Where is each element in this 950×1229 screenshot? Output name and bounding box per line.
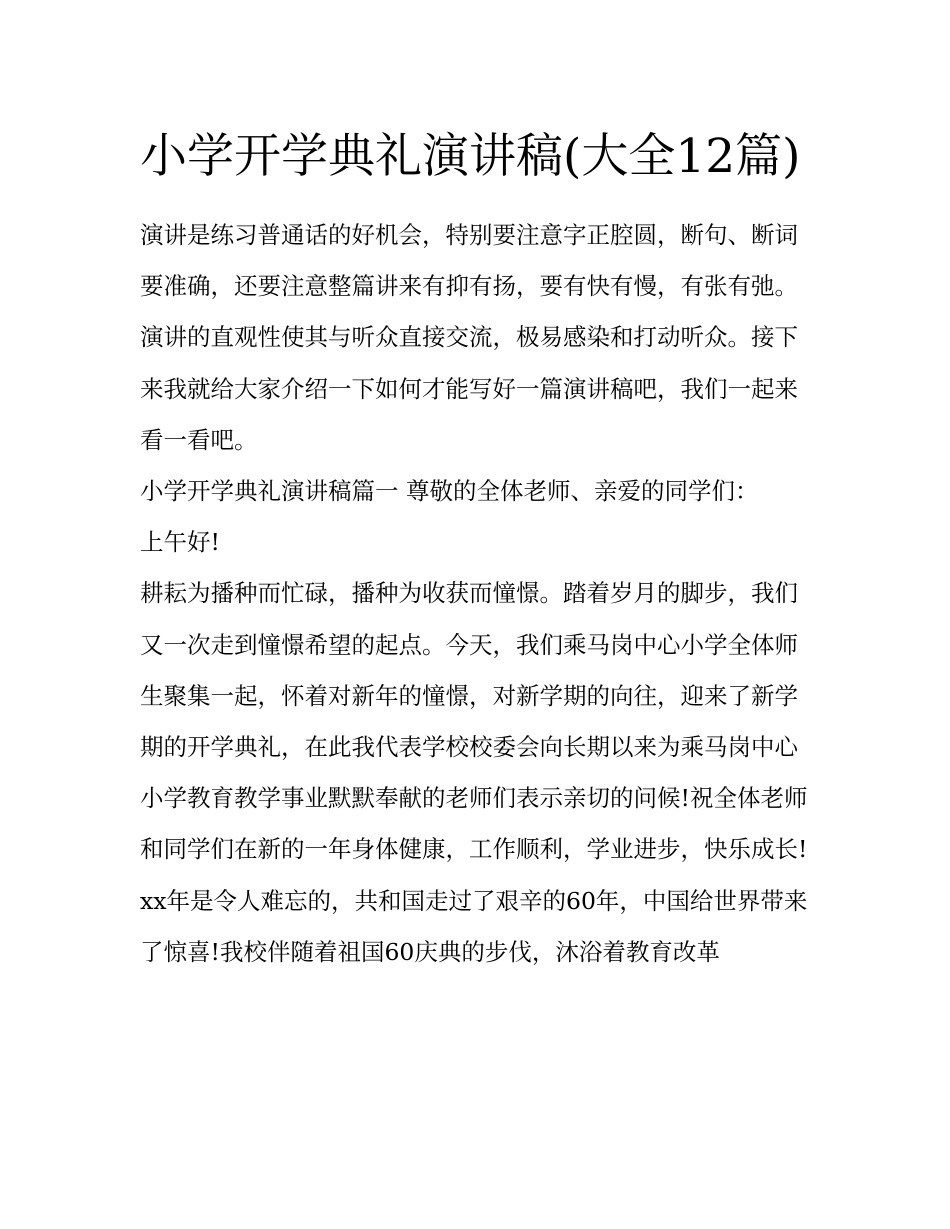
paragraph-speech-heading: 小学开学典礼演讲稿篇一 尊敬的全体老师、亲爱的同学们： bbox=[140, 477, 759, 506]
document-body bbox=[140, 210, 816, 978]
document-content bbox=[140, 118, 816, 978]
paragraph-intro: 演讲是练习普通话的好机会，特别要注意字正腔圆，断句、断词要准确，还要注意整篇讲来有抑有扬，要有快有慢，有张有弛。演讲的直观性使其与听众直接交流，极易感染和打动听众。接下来我就给大家介绍一下如何才能写好一篇演讲稿吧，我们一起来看一看吧。 bbox=[140, 221, 798, 454]
paragraph-body-1: 耕耘为播种而忙碌，播种为收获而憧憬。踏着岁月的脚步，我们又一次走到憧憬希望的起点。今天，我们乘马岗中心小学全体师生聚集一起，怀着对新年的憧憬，对新学期的向往，迎来了新学期的开学典礼，在此我代表学校校委会向长期以来为乘马岗中心小学教育教学事业默默奉献的老师们表示亲切的问候!祝全体老师和同学们在新的一年身体健康，工作顺利，学业进步，快乐成长! bbox=[140, 579, 808, 864]
paragraph-greeting: 上午好! bbox=[140, 528, 220, 557]
document-title: 小学开学典礼演讲稿(大全12篇) bbox=[140, 129, 801, 184]
paragraph-body-2: xx年是令人难忘的，共和国走过了艰辛的60年，中国给世界带来了惊喜!我校伴随着祖国60庆典的步伐，沐浴着教育改革 bbox=[140, 886, 808, 966]
